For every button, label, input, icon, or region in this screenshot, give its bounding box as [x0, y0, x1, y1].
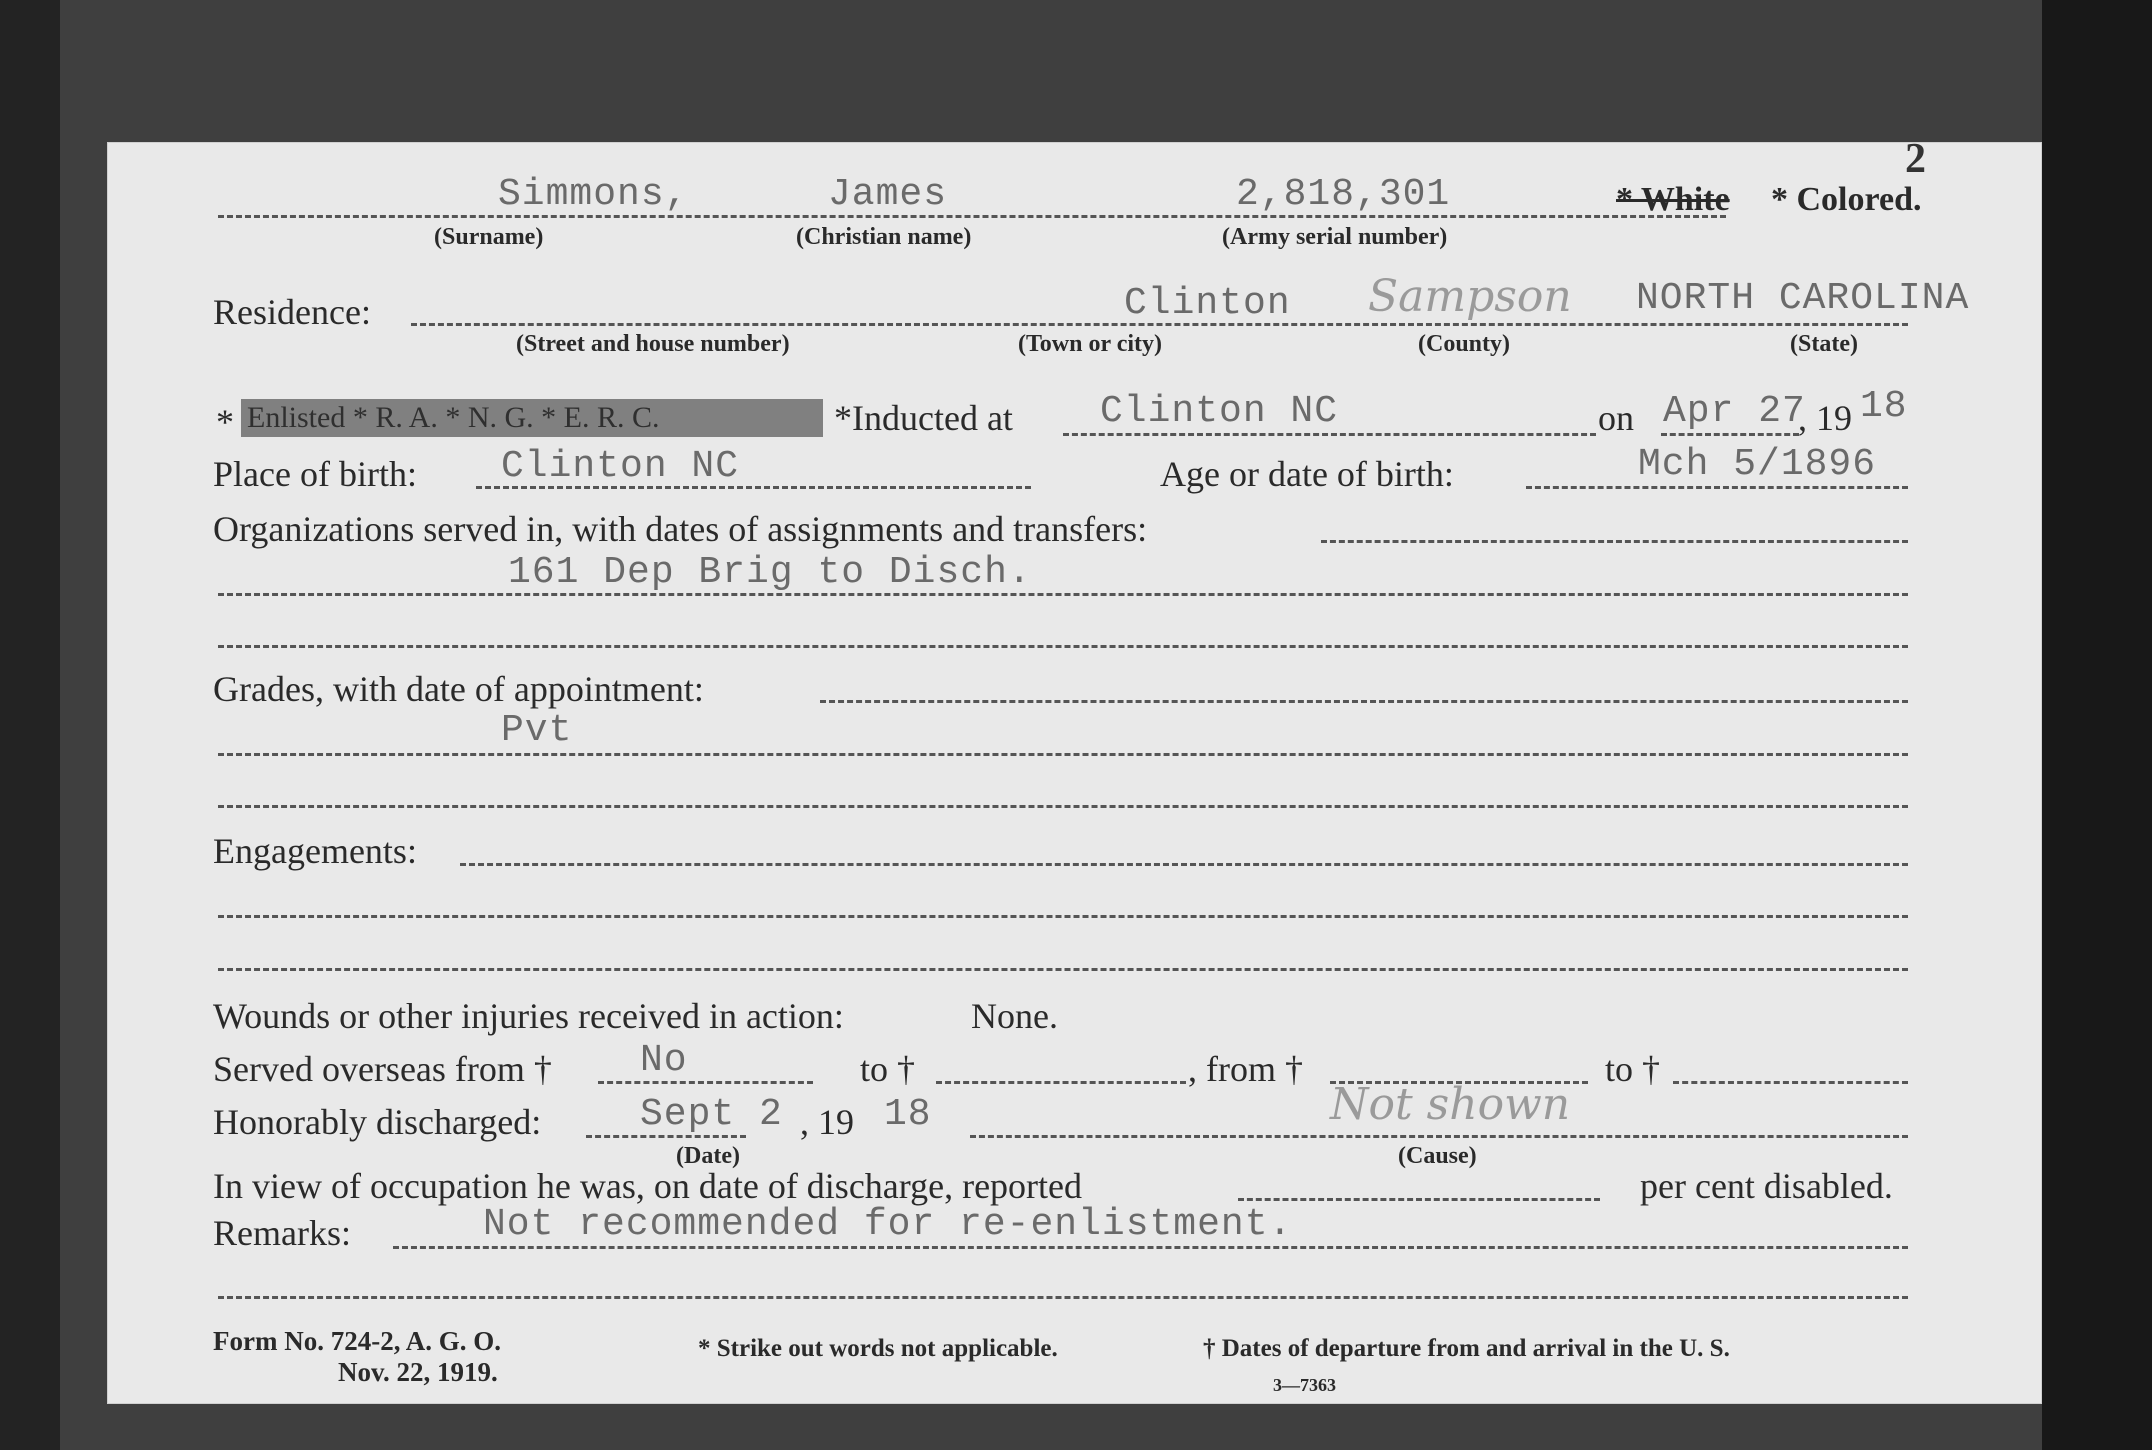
residence-county-value: Sampson: [1368, 271, 1572, 322]
discharge-year-prefix: , 19: [800, 1102, 854, 1142]
grades-label: Grades, with date of appointment:: [213, 669, 704, 709]
disability-suffix: per cent disabled.: [1640, 1166, 1893, 1206]
residence-label: Residence:: [213, 292, 371, 332]
overseas-from-label: Served overseas from †: [213, 1049, 552, 1089]
disability-line: [1238, 1198, 1600, 1201]
discharge-cause-value: Not shown: [1330, 1079, 1571, 1130]
wounds-value: None.: [971, 996, 1058, 1036]
birth-date-value: Mch 5/1896: [1638, 443, 1877, 486]
engagements-line-3: [218, 968, 1908, 971]
overseas-to-line-1: [936, 1081, 1186, 1084]
induction-on-label: on: [1598, 398, 1634, 438]
strike-out-note: * Strike out words not applicable.: [698, 1335, 1058, 1362]
remarks-label: Remarks:: [213, 1213, 351, 1253]
state-caption: (State): [1790, 331, 1858, 357]
print-code: 3—7363: [1273, 1375, 1336, 1395]
grades-line-2: [218, 753, 1908, 756]
birth-date-label: Age or date of birth:: [1160, 454, 1454, 494]
grades-line-3: [218, 805, 1908, 808]
birth-place-value: Clinton NC: [501, 445, 740, 488]
residence-town-value: Clinton: [1124, 282, 1291, 325]
serial-number-caption: (Army serial number): [1222, 224, 1448, 250]
discharge-year-value: 18: [884, 1093, 932, 1136]
overseas-to-label-1: to †: [860, 1049, 916, 1089]
birth-place-label: Place of birth:: [213, 454, 417, 494]
engagements-label: Engagements:: [213, 831, 417, 871]
birth-date-line: [1526, 486, 1908, 489]
enlisted-options-stamp: Enlisted * R. A. * N. G. * E. R. C.: [241, 399, 823, 437]
remarks-line-1: [393, 1246, 1908, 1249]
grades-value: Pvt: [501, 709, 573, 752]
inducted-at-label: *Inducted at: [834, 398, 1013, 438]
town-caption: (Town or city): [1018, 331, 1162, 357]
remarks-value: Not recommended for re-enlistment.: [483, 1203, 1293, 1246]
race-white-option: * White: [1616, 181, 1730, 218]
overseas-dates-note: † Dates of departure from and arrival in the U. S.: [1203, 1335, 1730, 1362]
organizations-line-3: [218, 645, 1908, 648]
service-record-card: [107, 136, 2042, 1404]
residence-state-value: NORTH CAROLINA: [1636, 277, 1970, 320]
name-line: [218, 215, 1726, 218]
organizations-line-2: [218, 593, 1908, 596]
overseas-to-label-2: to †: [1605, 1049, 1661, 1089]
disability-label: In view of occupation he was, on date of discharge, reported: [213, 1166, 1083, 1206]
engagements-line-2: [218, 915, 1908, 918]
christian-name-caption: (Christian name): [796, 224, 972, 250]
overseas-from-value: No: [640, 1039, 688, 1082]
scan-border-right: [2042, 0, 2152, 1450]
christian-name-value: James: [828, 173, 948, 216]
scan-border-left: [0, 0, 60, 1450]
overseas-from-line-1: [598, 1081, 813, 1084]
induction-date-line: [1661, 433, 1799, 436]
serial-number-value: 2,818,301: [1236, 173, 1451, 216]
organizations-label: Organizations served in, with dates of assignments and transfers:: [213, 509, 1148, 549]
discharge-date-caption: (Date): [676, 1143, 740, 1169]
overseas-from-label-2: , from †: [1188, 1049, 1303, 1089]
surname-value: Simmons,: [498, 173, 689, 216]
organizations-value: 161 Dep Brig to Disch.: [508, 551, 1032, 594]
surname-caption: (Surname): [434, 224, 544, 250]
engagements-line-1: [460, 863, 1908, 866]
race-colored-option: * Colored.: [1771, 181, 1922, 218]
overseas-to-line-2: [1673, 1081, 1908, 1084]
discharge-cause-caption: (Cause): [1398, 1143, 1477, 1169]
street-caption: (Street and house number): [516, 331, 790, 357]
wounds-label: Wounds or other injuries received in action:: [213, 996, 844, 1036]
discharge-cause-line: [970, 1135, 1908, 1138]
inducted-place-value: Clinton NC: [1100, 390, 1339, 433]
induction-year-value: 18: [1860, 385, 1908, 428]
inducted-at-line: [1063, 433, 1596, 436]
remarks-line-2: [218, 1296, 1908, 1299]
discharge-label: Honorably discharged:: [213, 1102, 542, 1142]
form-number: Form No. 724-2, A. G. O.: [213, 1326, 501, 1356]
induction-date-value: Apr 27: [1663, 390, 1806, 433]
page-number: 2: [1905, 136, 1926, 182]
organizations-line-1: [1321, 540, 1908, 543]
induction-year-prefix: , 19: [1798, 398, 1852, 438]
grades-line-1: [820, 700, 1908, 703]
induction-star: *: [216, 402, 234, 442]
form-date: Nov. 22, 1919.: [338, 1357, 498, 1387]
county-caption: (County): [1418, 331, 1511, 357]
discharge-date-value: Sept 2: [640, 1093, 783, 1136]
